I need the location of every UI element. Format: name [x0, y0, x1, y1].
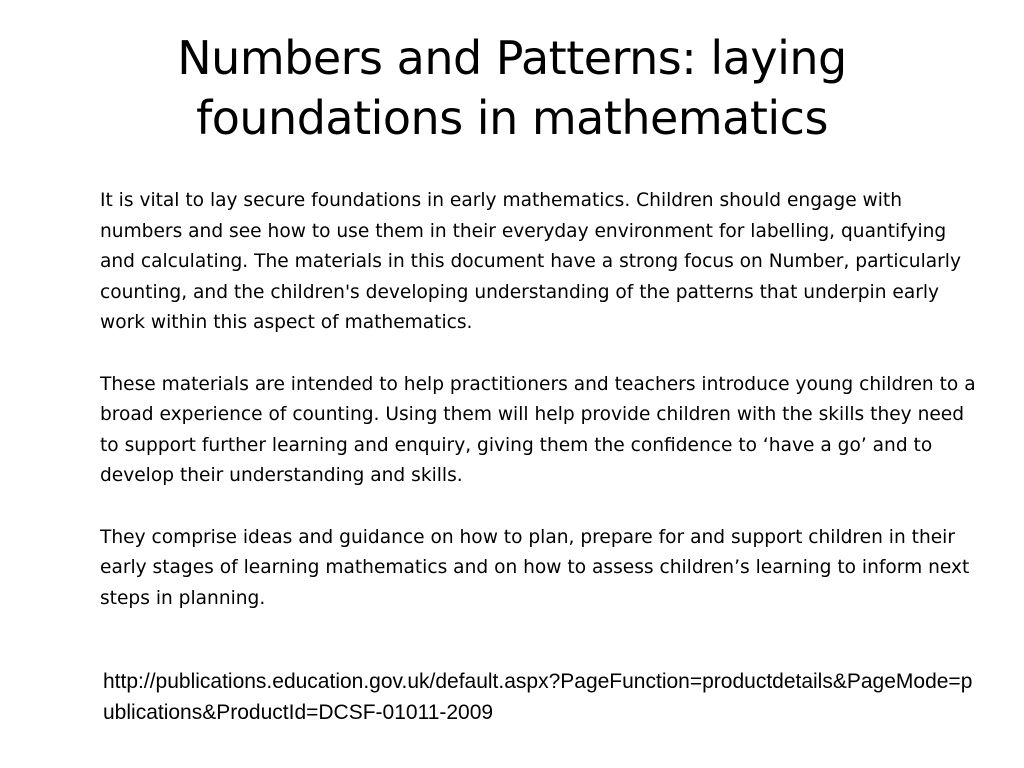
body-paragraph-2: These materials are intended to help practitioners and teachers introduce young children to a broad experience of counting. Using them will help provide children with the skills they need to support further learning and enquiry, giving them the confidence to ‘have a go’ and to develop their understanding and skills.: [100, 373, 976, 487]
body-paragraph-1: It is vital to lay secure foundations in early mathematics. Children should engage with numbers and see how to use them in their everyday environment for labelling, quantifying and calculating. The materials in this document have a strong focus on Number, particularly counting, and the children's developing understanding of the patterns that underpin early work within this aspect of mathematics.: [100, 190, 961, 334]
slide-body: [100, 186, 980, 614]
source-url-link[interactable]: http://publications.education.gov.uk/default.aspx?PageFunction=productdetails&PageMode=publications&ProductId=DCSF-01011-2009: [103, 670, 973, 724]
body-paragraph-3: They comprise ideas and guidance on how to plan, prepare for and support children in their early stages of learning mathematics and on how to assess children’s learning to inform next steps in planning.: [100, 526, 970, 609]
slide-title: Numbers and Patterns: laying foundations in mathematics: [177, 31, 847, 145]
